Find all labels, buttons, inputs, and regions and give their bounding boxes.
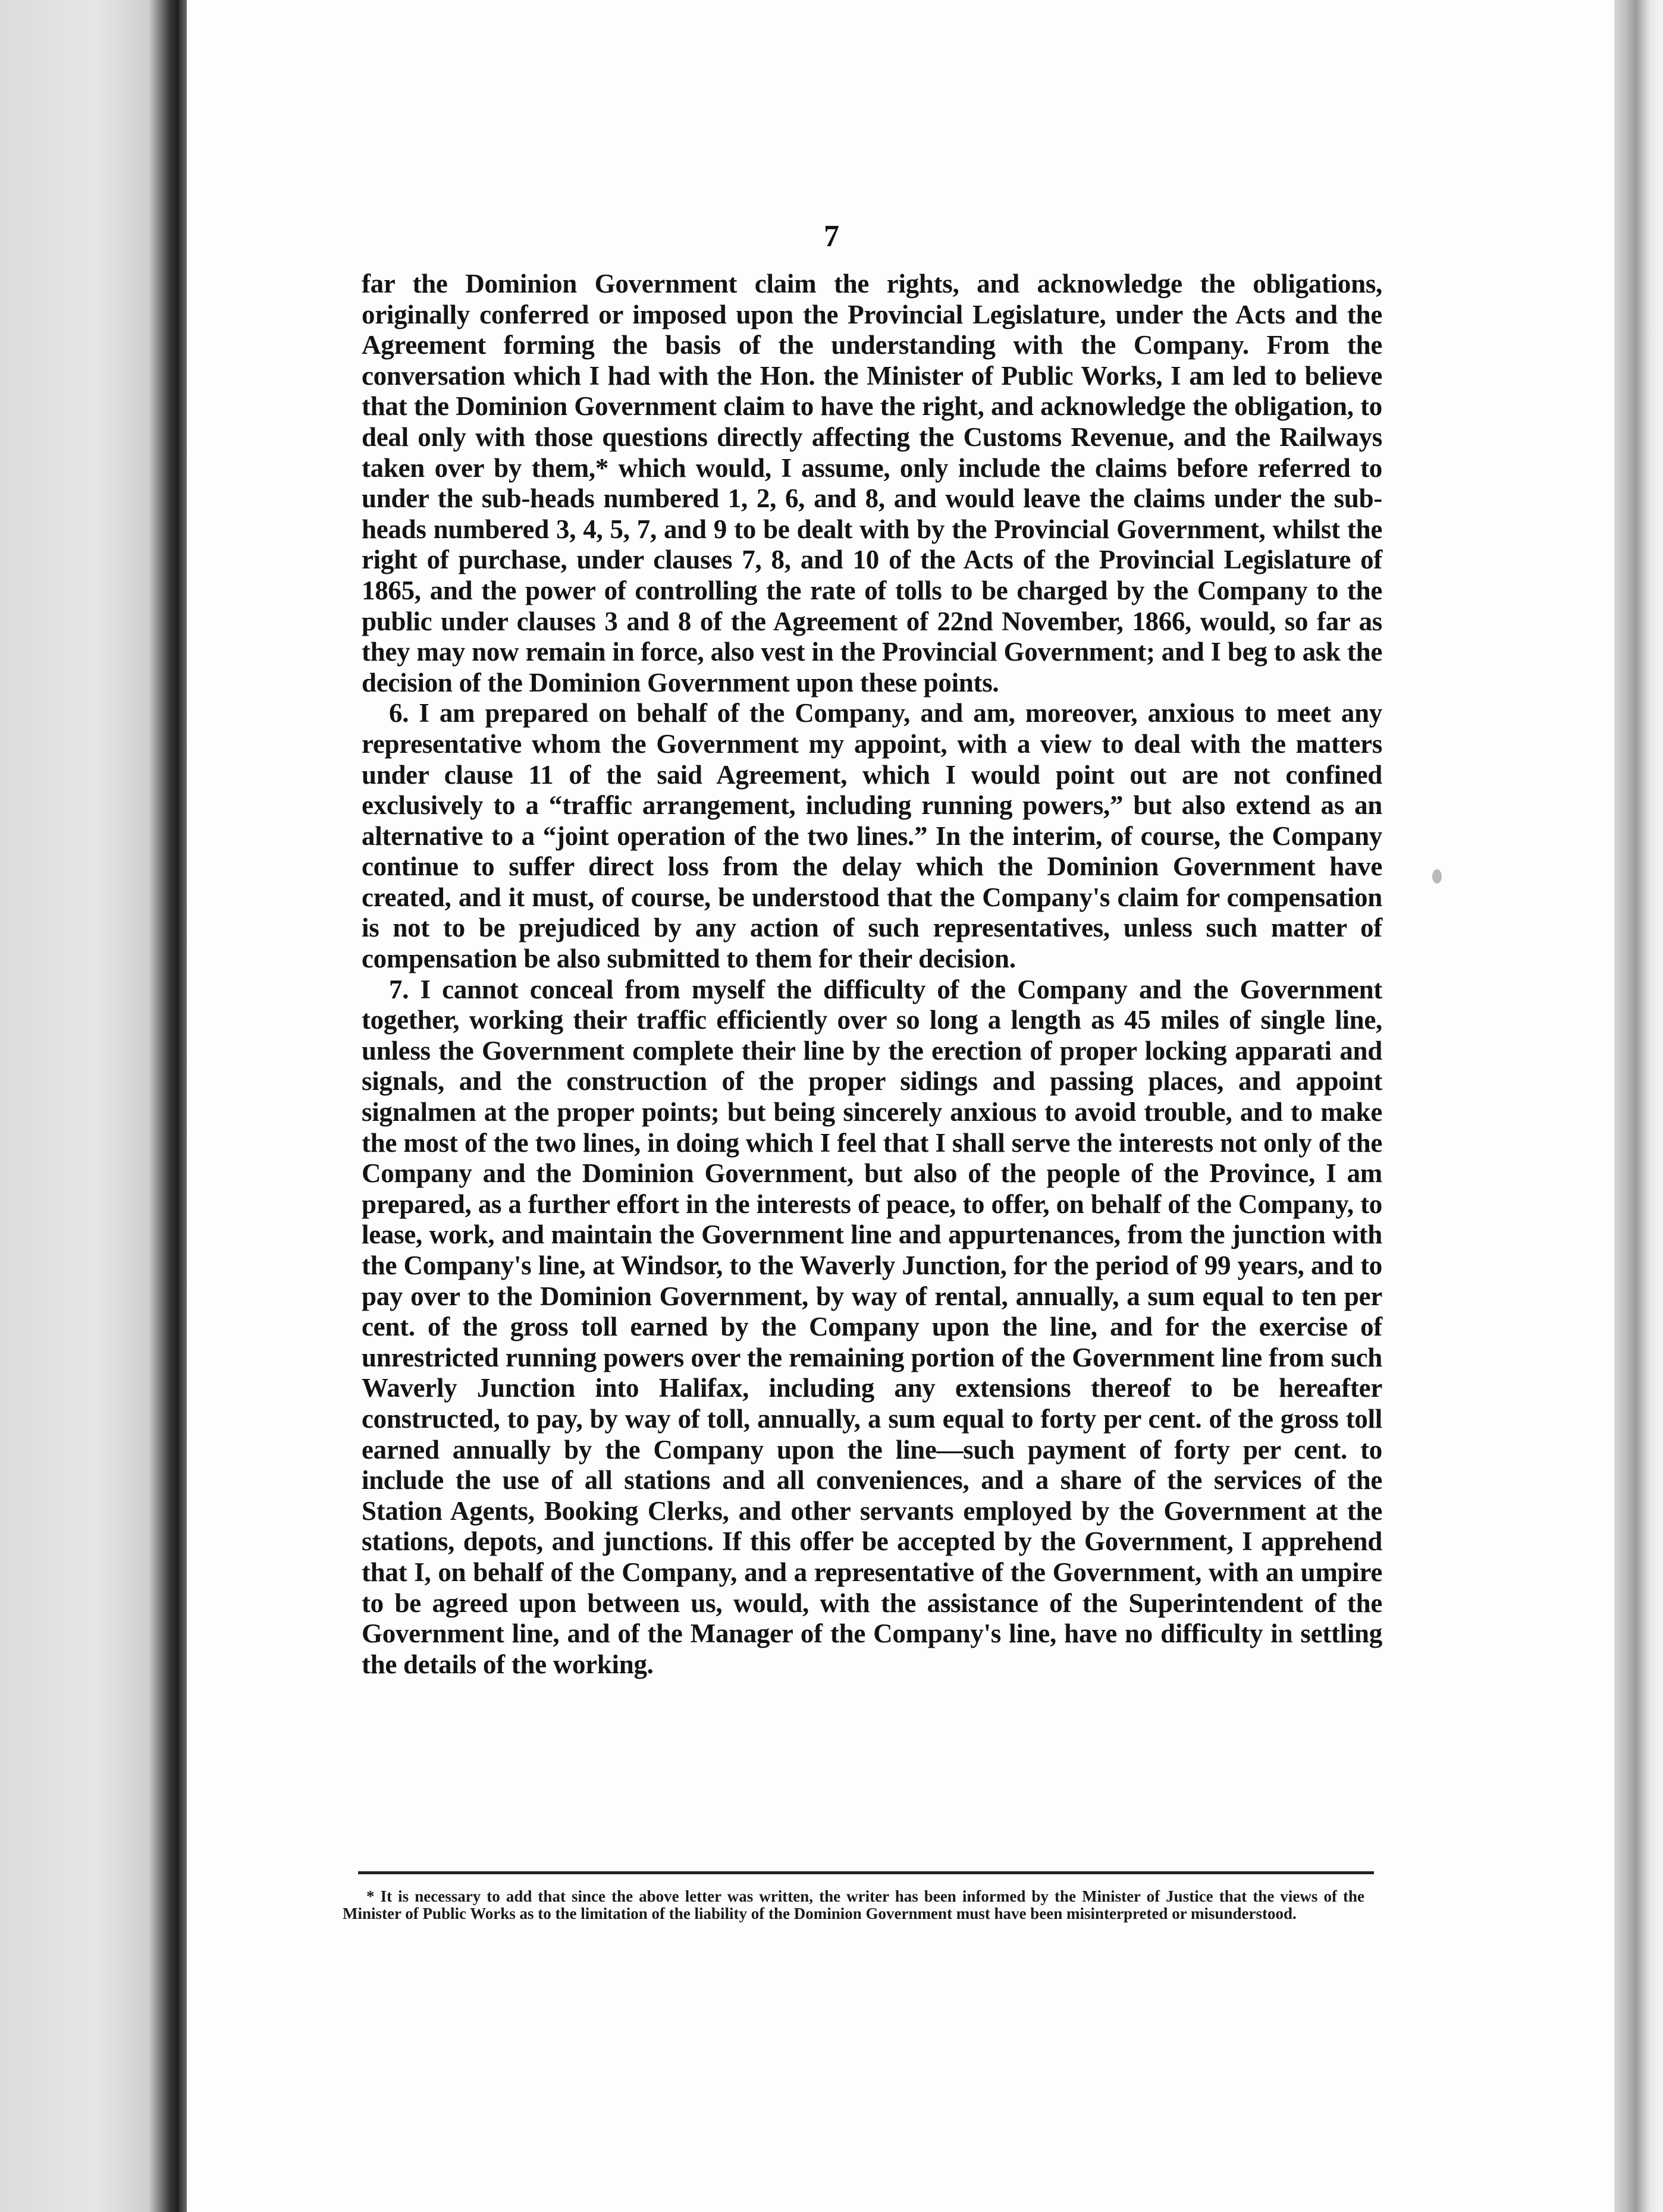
page-number: 7 <box>824 219 839 253</box>
paragraph-6: 6. I am prepared on behalf of the Company, and am, moreover, anxious to meet any representative whom the Government my appoint, with a view to deal with the matters under clause 11 of the said Agreement, which I would point out are not confined exclusively to a “traffic arrangement, including running powers,” but also extend as an alternative to a “joint operation of the two lines.” In the interim, of course, the Company continue to suffer direct loss from the delay which the Dominion Government have created, and it must, of course, be understood that the Company's claim for compensation is not to be prejudiced by any action of such representatives, unless such matter of compensation be also submitted to them for their decision. <box>362 698 1382 974</box>
paper-speck <box>1432 869 1442 884</box>
body-text <box>362 269 1382 1680</box>
page-right-edge <box>1614 0 1663 2212</box>
book-binding-shadow <box>0 0 178 2212</box>
footnote: * It is necessary to add that since the above letter was written, the writer has been informed by the Minister of Justice that the views of the Minister of Public Works as to the limitation of the liability of the Dominion Government must have been misinterpreted or misunderstood. <box>343 1887 1364 1922</box>
footnote-divider <box>358 1871 1374 1874</box>
book-spine-edge <box>178 0 187 2212</box>
paragraph-continuation: far the Dominion Government claim the rights, and acknowledge the obligations, originally conferred or imposed upon the Provincial Legislature, under the Acts and the Agreement forming the basis of the understanding with the Company. From the conversation which I had with the Hon. the Minister of Public Works, I am led to believe that the Dominion Government claim to have the right, and acknowledge the obligation, to deal only with those questions directly affecting the Customs Revenue, and the Railways taken over by them,* which would, I assume, only include the claims before referred to under the sub-heads numbered 1, 2, 6, and 8, and would leave the claims under the sub-heads numbered 3, 4, 5, 7, and 9 to be dealt with by the Provincial Government, whilst the right of purchase, under clauses 7, 8, and 10 of the Acts of the Provincial Legislature of 1865, and the power of controlling the rate of tolls to be charged by the Company to the public under clauses 3 and 8 of the Agreement of 22nd November, 1866, would, so far as they may now remain in force, also vest in the Provincial Government; and I beg to ask the decision of the Dominion Government upon these points. <box>362 269 1382 697</box>
paragraph-7: 7. I cannot conceal from myself the difficulty of the Company and the Government together, working their traffic efficiently over so long a length as 45 miles of single line, unless the Government complete their line by the erection of proper locking apparati and signals, and the construction of the proper sidings and passing places, and appoint signalmen at the proper points; but being sincerely anxious to avoid trouble, and to make the most of the two lines, in doing which I feel that I shall serve the interests not only of the Company and the Dominion Government, but also of the people of the Province, I am prepared, as a further effort in the interests of peace, to offer, on behalf of the Company, to lease, work, and maintain the Government line and appurtenances, from the junction with the Company's line, at Windsor, to the Waverly Junction, for the period of 99 years, and to pay over to the Dominion Government, by way of rental, annually, a sum equal to ten per cent. of the gross toll earned by the Company upon the line, and for the exercise of unrestricted running powers over the remaining portion of the Government line from such Waverly Junction into Halifax, including any extensions thereof to be hereafter constructed, to pay, by way of toll, annually, a sum equal to forty per cent. of the gross toll earned annually by the Company upon the line—such payment of forty per cent. to include the use of all stations and all conveniences, and a share of the services of the Station Agents, Booking Clerks, and other servants employed by the Government at the stations, depots, and junctions. If this offer be accepted by the Government, I apprehend that I, on behalf of the Company, and a representative of the Government, with an umpire to be agreed upon between us, would, with the assistance of the Superintendent of the Government line, and of the Manager of the Company's line, have no difficulty in settling the details of the working. <box>362 974 1382 1679</box>
